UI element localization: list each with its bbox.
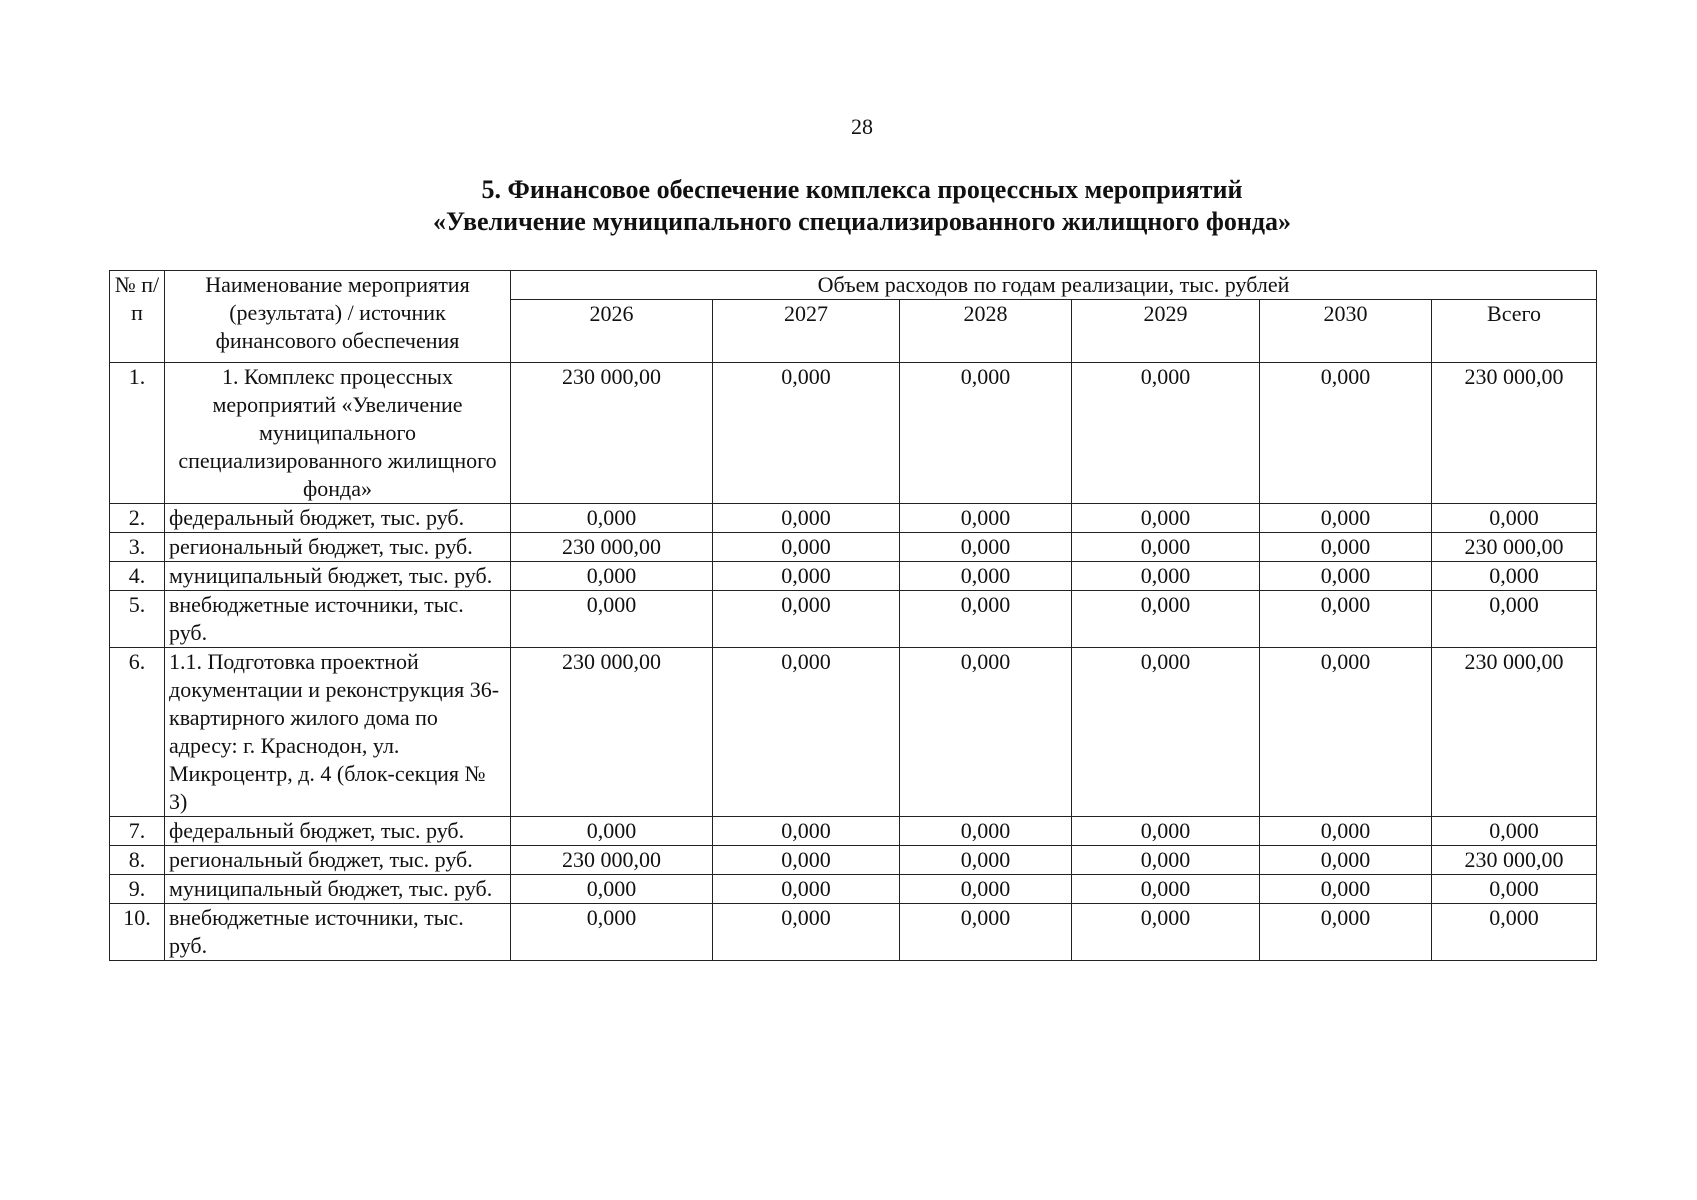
table-row [110,648,1597,817]
row-value: 0,000 [900,648,1072,817]
row-value: 0,000 [900,363,1072,504]
table-row [110,363,1597,504]
row-value: 0,000 [713,875,900,904]
row-value: 0,000 [1072,817,1260,846]
title-line-1: 5. Финансовое обеспечение комплекса процессных мероприятий [481,175,1243,204]
row-value: 0,000 [713,363,900,504]
header-num: № п/п [110,271,165,363]
row-value: 0,000 [1072,504,1260,533]
row-value: 0,000 [511,504,713,533]
row-total: 0,000 [1432,817,1597,846]
row-value: 0,000 [1260,875,1432,904]
row-value: 0,000 [713,648,900,817]
row-total: 0,000 [1432,591,1597,648]
row-value: 0,000 [1072,533,1260,562]
row-value: 0,000 [1072,904,1260,961]
row-value: 0,000 [511,562,713,591]
row-value: 0,000 [511,875,713,904]
row-number: 8. [110,846,165,875]
row-value: 0,000 [1072,363,1260,504]
row-name: муниципальный бюджет, тыс. руб. [165,562,511,591]
row-value: 0,000 [713,817,900,846]
row-value: 0,000 [713,591,900,648]
row-total: 0,000 [1432,875,1597,904]
header-year-2028: 2028 [900,300,1072,363]
row-total: 0,000 [1432,504,1597,533]
table-row [110,846,1597,875]
row-value: 230 000,00 [511,363,713,504]
row-value: 0,000 [1072,648,1260,817]
row-name: федеральный бюджет, тыс. руб. [165,817,511,846]
table-row [110,875,1597,904]
row-value: 0,000 [713,533,900,562]
row-value: 0,000 [511,904,713,961]
page-number: 28 [851,114,873,139]
row-value: 0,000 [713,904,900,961]
table-row [110,591,1597,648]
row-value: 0,000 [511,817,713,846]
row-value: 0,000 [1260,533,1432,562]
row-value: 0,000 [1260,562,1432,591]
row-value: 0,000 [900,591,1072,648]
row-value: 0,000 [900,904,1072,961]
row-value: 0,000 [900,846,1072,875]
row-name: муниципальный бюджет, тыс. руб. [165,875,511,904]
row-number: 2. [110,504,165,533]
row-value: 0,000 [1072,846,1260,875]
table-row [110,817,1597,846]
row-value: 0,000 [511,591,713,648]
row-value: 0,000 [1072,875,1260,904]
header-volume: Объем расходов по годам реализации, тыс. рублей [511,271,1597,300]
header-year-2029: 2029 [1072,300,1260,363]
row-value: 0,000 [1260,648,1432,817]
row-value: 230 000,00 [511,846,713,875]
table-header [110,271,1597,363]
table-row [110,904,1597,961]
row-value: 0,000 [1260,363,1432,504]
row-value: 0,000 [900,817,1072,846]
header-year-2026: 2026 [511,300,713,363]
financing-table [109,270,1597,961]
row-value: 0,000 [713,504,900,533]
header-name: Наименование мероприятия (результата) / источник финансового обеспечения [165,271,511,363]
row-name: 1.1. Подготовка проектной документации и реконструкция 36-квартирного жилого дома по адресу: г. Краснодон, ул. Микроцентр, д. 4 (блок-секция № 3) [165,648,511,817]
row-number: 9. [110,875,165,904]
table-body [110,363,1597,961]
row-value: 0,000 [1260,846,1432,875]
row-total: 230 000,00 [1432,648,1597,817]
row-name: региональный бюджет, тыс. руб. [165,533,511,562]
row-value: 0,000 [900,533,1072,562]
row-number: 1. [110,363,165,504]
row-value: 0,000 [900,504,1072,533]
row-value: 0,000 [1260,817,1432,846]
row-total: 230 000,00 [1432,363,1597,504]
row-number: 7. [110,817,165,846]
row-value: 0,000 [1260,504,1432,533]
row-name: 1. Комплекс процессных мероприятий «Увеличение муниципального специализированного жилищного фонда» [165,363,511,504]
row-total: 0,000 [1432,562,1597,591]
row-name: внебюджетные источники, тыс. руб. [165,904,511,961]
row-number: 6. [110,648,165,817]
row-value: 230 000,00 [511,533,713,562]
table-row [110,504,1597,533]
row-value: 0,000 [713,562,900,591]
table-row [110,533,1597,562]
row-number: 4. [110,562,165,591]
row-value: 0,000 [1260,591,1432,648]
page-title [0,174,1697,238]
title-line-2: «Увеличение муниципального специализированного жилищного фонда» [433,207,1291,236]
row-value: 0,000 [1072,591,1260,648]
row-name: внебюджетные источники, тыс. руб. [165,591,511,648]
row-total: 230 000,00 [1432,846,1597,875]
row-value: 0,000 [900,875,1072,904]
row-name: федеральный бюджет, тыс. руб. [165,504,511,533]
row-number: 5. [110,591,165,648]
row-value: 0,000 [713,846,900,875]
row-name: региональный бюджет, тыс. руб. [165,846,511,875]
row-value: 0,000 [900,562,1072,591]
row-value: 0,000 [1072,562,1260,591]
row-number: 3. [110,533,165,562]
row-total: 0,000 [1432,904,1597,961]
row-number: 10. [110,904,165,961]
header-total: Всего [1432,300,1597,363]
row-total: 230 000,00 [1432,533,1597,562]
header-year-2030: 2030 [1260,300,1432,363]
row-value: 0,000 [1260,904,1432,961]
row-value: 230 000,00 [511,648,713,817]
table-row [110,562,1597,591]
header-year-2027: 2027 [713,300,900,363]
